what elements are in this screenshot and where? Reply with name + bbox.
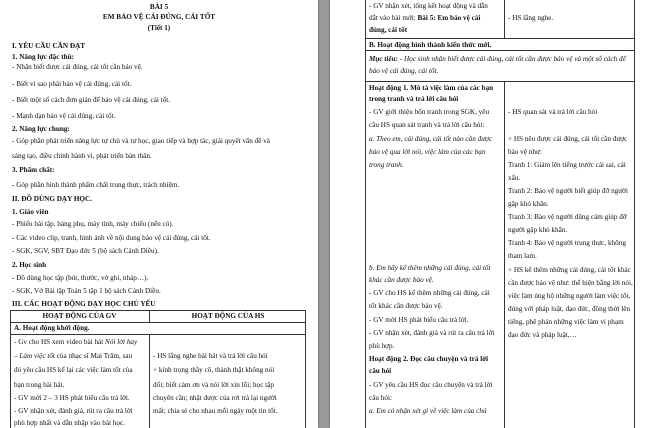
table-cell-text: phù hợp nhất và dẫn nhập vào bài học. bbox=[14, 419, 125, 427]
table-row-heading: B. Hoạt động hình thành kiến thức mới. bbox=[369, 41, 492, 49]
subsection-heading: 2. Năng lực chung: bbox=[12, 125, 70, 133]
text-line: - Biết vì sao phải bảo vệ cái đúng, cái tốt. bbox=[12, 80, 132, 88]
activity-heading: câu hỏi bbox=[369, 367, 392, 375]
lesson-number: BÀI 5 bbox=[149, 3, 169, 11]
table-cell-text: - GV nhận xét, đánh giá và rút ra câu trả lời bbox=[369, 329, 495, 337]
table-cell-text: Tranh 2: Bảo vệ người biết giúp đỡ người bbox=[508, 187, 628, 195]
text-line: - Phiếu bài tập, bảng phụ, máy tính, máy chiếu (nếu có). bbox=[12, 220, 174, 228]
table-cell-text: đó yêu cầu HS kể lại các việc làm tốt của bbox=[14, 366, 133, 374]
table-cell-text: chuyên cần; nhặt được của rơi trả lại người bbox=[153, 394, 277, 402]
table-cell-text: tốt khác cần được bảo vệ. bbox=[369, 302, 443, 310]
text-line: - Góp phần phát triển năng lực tự chủ và tự học, giao tiếp và hợp tác, giải quyết vấn đề và bbox=[12, 137, 270, 145]
table-cell-text: phù hợp. bbox=[369, 342, 395, 350]
table-cell-text: trong tranh. bbox=[369, 161, 404, 169]
table-header-gv: HOẠT ĐỘNG CỦA GV bbox=[42, 312, 117, 320]
table-cell-text: + HS nêu được cái đúng, cái tốt cần được bbox=[508, 135, 628, 143]
table-cell-text: việc làm ủng hộ những người làm việc tốt, bbox=[508, 292, 631, 300]
table-cell-text: - HS quan sát và trả lời câu hỏi bbox=[508, 108, 598, 116]
subsection-heading: 3. Phẩm chất: bbox=[12, 166, 55, 174]
table-row-heading: A. Hoạt động khởi động. bbox=[14, 324, 90, 332]
text-line: - Nhận biết được cái đúng, cái tốt cần bảo vệ. bbox=[12, 63, 143, 71]
document-page-left bbox=[0, 0, 318, 428]
activity-heading: trong tranh và trả lời câu hỏi bbox=[369, 95, 459, 103]
table-cell-text: cầu HS quan sát tranh và trả lời câu hỏi: bbox=[369, 121, 485, 129]
subsection-heading: 2. Học sinh bbox=[12, 261, 47, 269]
table-cell-text: câu hỏi: bbox=[369, 394, 392, 402]
table-cell-text: gặp khó khăn. bbox=[508, 200, 549, 208]
table-cell-text: - GV nhận xét, tổng kết hoạt động và dẫn bbox=[369, 2, 488, 10]
text-line: - SGK, SGV, SBT Đạo đức 5 (bộ sách Cánh Diều). bbox=[12, 247, 159, 255]
table-cell-text: mất; chia sẻ cho nhau mỗi ngày một tin tốt. bbox=[153, 407, 278, 415]
table-cell-text: đúng, cái tốt bbox=[369, 26, 408, 34]
section-heading: II. ĐỒ DÙNG DẠY HỌC. bbox=[12, 195, 92, 203]
table-cell-text: Tranh 1: Giảm lên tiếng trước cái sai, cái bbox=[508, 161, 626, 169]
activity-heading: Hoạt động 1. Mô tả việc làm của các bạn bbox=[369, 84, 494, 92]
table-cell-text: + kính trọng thầy cô, thành thật không nói bbox=[153, 366, 275, 374]
table-cell-text: - GV giới thiệu bốn tranh trong SGK, yêu bbox=[369, 108, 490, 116]
table-cell-text: a. Theo em, cái đúng, cái tốt nào cần được bbox=[369, 135, 493, 143]
table-cell-text: bảo vệ như: bbox=[508, 148, 542, 156]
subsection-heading: 1. Năng lực đặc thù: bbox=[12, 53, 75, 61]
text-line: sáng tạo, điều chỉnh hành vi, phát triển bản thân. bbox=[12, 152, 152, 160]
table-cell-text: – Làm việc tốt của nhạc sĩ Mai Trâm, sau bbox=[14, 352, 133, 360]
table-cell-text: khác cần được bảo vệ. bbox=[369, 276, 434, 284]
table-cell-text: a. Em có nhận xét gì về việc làm của chú bbox=[369, 407, 487, 415]
text-line: - Đồ dùng học tập (bút, thước, vở ghi, nháp…). bbox=[12, 274, 149, 282]
table-cell-text: Tranh 3: Bảo vệ người dũng cảm giúp đỡ bbox=[508, 213, 627, 221]
table-cell-text: - Gv cho HS xem video bài hát Nói lời hay bbox=[14, 338, 138, 346]
table-cell-text: - GV mời HS phát biểu câu trả lời. bbox=[369, 316, 469, 324]
table-cell-text: b. Em hãy kể thêm những cái đúng, cái tốt bbox=[369, 264, 491, 272]
table-cell-text: cần được bảo vệ như: thể hiện bằng lời nói, bbox=[508, 279, 633, 287]
table-cell-text: - GV nhận xét, đánh giá, rút ra câu trả lời bbox=[14, 407, 133, 415]
document-page-right bbox=[330, 0, 650, 428]
table-cell-text: Tranh 4: Bảo vệ người trung thực, không bbox=[508, 239, 626, 247]
table-cell-text: - GV cho HS kể thêm những cái đúng, cái bbox=[369, 289, 490, 297]
activity-heading: Hoạt động 2. Đọc câu chuyện và trả lời bbox=[369, 355, 489, 363]
table-cell-text: - HS lắng nghe. bbox=[508, 14, 554, 22]
table-cell-text: + HS kể thêm những cái đúng, cái tốt khác bbox=[508, 266, 631, 274]
table-cell-text: bạn trong bài hát. bbox=[14, 381, 65, 389]
lesson-period: (Tiết 1) bbox=[147, 24, 171, 32]
text-line: - SGK, Vở Bài tập Toán 5 tập 1 bộ sách Cánh Diều. bbox=[12, 287, 161, 295]
table-cell-text: tham lam. bbox=[508, 252, 537, 260]
text-line: - Các video clip, tranh, hình ảnh về nội dung bảo vệ cái đúng, cái tốt. bbox=[12, 234, 211, 242]
text-line: - Biết một số cách đơn giản để bảo vệ cái đúng, cái tốt. bbox=[12, 96, 171, 104]
table-cell-text: dắt vào bài mới: Bài 5: Em bảo vệ cái bbox=[369, 14, 481, 22]
table-cell-text: đạo đức và pháp luật,… bbox=[508, 331, 577, 339]
text-line: - Góp phần hình thành phẩm chất trung thực, trách nhiệm. bbox=[12, 181, 180, 189]
objective-text: bảo vệ cái đúng, cái tốt. bbox=[369, 67, 439, 75]
text-line: - Mạnh dạn bảo vệ cái đúng, cái tốt. bbox=[12, 112, 116, 120]
section-heading: I. YÊU CẦU CẦN ĐẠT bbox=[12, 42, 86, 50]
table-cell-text: dối; biết cảm ơn và nói lời xin lỗi; học tập bbox=[153, 381, 274, 389]
table-cell-text: - HS lắng nghe bài hát và trả lời câu hỏi bbox=[153, 352, 268, 360]
table-cell-text: tiếng, phê phán những việc làm vi phạm bbox=[508, 318, 624, 326]
lesson-title: EM BẢO VỆ CÁI ĐÚNG, CÁI TỐT bbox=[102, 13, 216, 21]
table-cell-text: bảo vệ qua lời nói, việc làm của các bạn bbox=[369, 148, 486, 156]
table-cell-text: xấu. bbox=[508, 174, 521, 182]
subsection-heading: 1. Giáo viên bbox=[12, 208, 49, 216]
table-cell-text: - GV yêu cầu HS đọc câu chuyện và trả lời bbox=[369, 381, 493, 389]
section-heading: III. CÁC HOẠT ĐỘNG DẠY HỌC CHỦ YẾU bbox=[12, 300, 156, 308]
table-cell-text: - GV mời 2 – 3 HS phát biểu câu trả lời. bbox=[14, 394, 130, 402]
table-cell-text: đúng với pháp luật, đạo đức, đồng thời lên bbox=[508, 305, 631, 313]
table-header-hs: HOẠT ĐỘNG CỦA HS bbox=[191, 312, 265, 320]
objective-text: Mục tiêu: - Học sinh nhận biết được cái đúng, cái tốt cần được bảo vệ và một số cách để bbox=[369, 55, 626, 63]
table-cell-text: người gặp khó khăn. bbox=[508, 226, 568, 234]
